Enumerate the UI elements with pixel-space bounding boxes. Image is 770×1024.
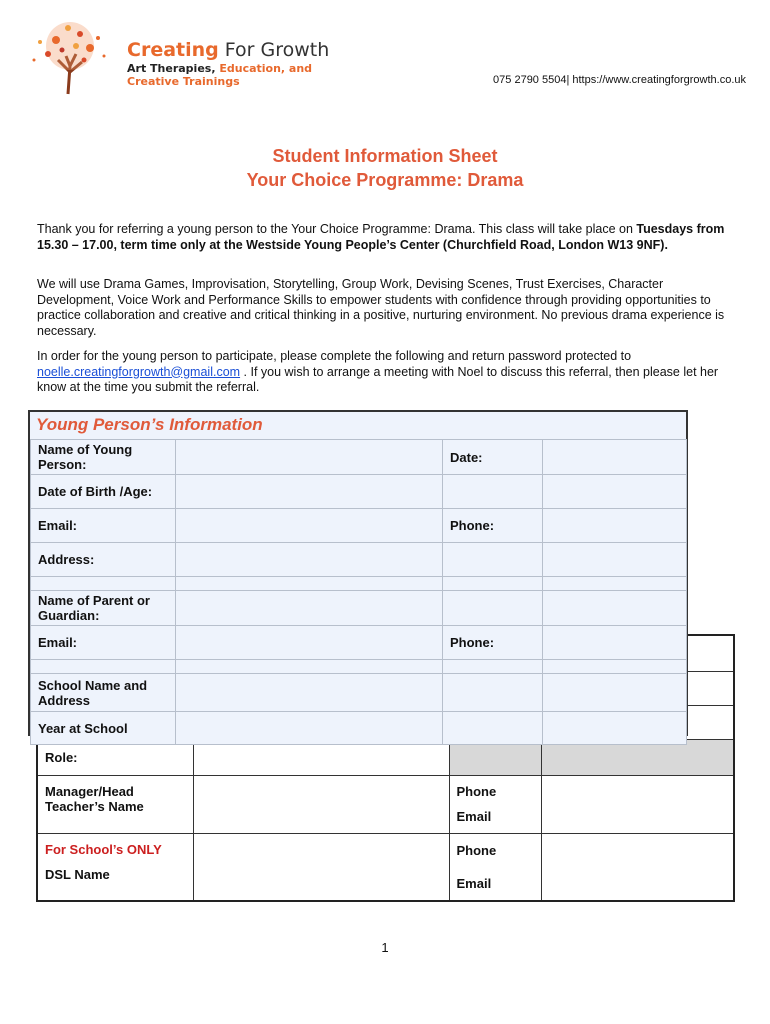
contact-line: 075 2790 5504| https://www.creatingforgrowth.co.uk (493, 74, 746, 86)
blank-cell (443, 543, 543, 577)
date-input[interactable] (543, 440, 687, 475)
intro-paragraph-1 (37, 222, 737, 253)
brand-subtitle-line2: Creative Trainings (127, 75, 240, 88)
email-link[interactable]: noelle.creatingforgrowth@gmail.com (37, 364, 241, 379)
school-input[interactable] (176, 674, 443, 712)
parent-email-label: Email: (31, 626, 176, 660)
manager-contact-labels (449, 775, 541, 833)
manager-phone-label: Phone (456, 784, 497, 799)
brand-sub-part1: Art Therapies, (127, 62, 220, 75)
phone-input[interactable] (543, 509, 687, 543)
young-person-heading: Young Person’s Information (36, 415, 263, 434)
brand-word-creating: Creating (127, 39, 219, 61)
blank-cell (443, 712, 543, 745)
intro-p3-text-a: In order for the young person to participate, please complete the following and return password protected to (37, 349, 632, 363)
intro-p3-text-b: . If you wish to arrange a meeting with Noel to discuss this referral, then please let her know at the time you submit the referral. (37, 364, 719, 394)
title-line1: Student Information Sheet (272, 146, 498, 166)
parent-email-input[interactable] (176, 626, 443, 660)
blank-input[interactable] (543, 543, 687, 577)
young-person-table (30, 439, 687, 745)
address-input-2[interactable] (176, 577, 443, 591)
spacer-cell (31, 577, 176, 591)
intro-paragraph-3 (37, 349, 737, 396)
blank-input[interactable] (543, 674, 687, 712)
spacer-input[interactable] (543, 660, 687, 674)
dsl-contact-labels (449, 833, 541, 901)
brand-subtitle-line1 (127, 62, 329, 75)
role-label: Role: (37, 739, 193, 775)
intro-p1-bold: Tuesdays from 15.30 – 17.00, term time only at the Westside Young People’s Center (Churchfield Road, London W13 9NF). (37, 222, 725, 252)
dsl-name-input[interactable] (193, 833, 449, 901)
spacer-cell (443, 660, 543, 674)
blank-input[interactable] (543, 591, 687, 626)
spacer-input[interactable] (543, 577, 687, 591)
title-line2: Your Choice Programme: Drama (246, 170, 524, 190)
school-only-label: For School’s ONLY (45, 841, 162, 857)
name-input[interactable] (176, 440, 443, 475)
dsl-label-cell (37, 833, 193, 901)
intro-p1-text: Thank you for referring a young person to the Your Choice Programme: Drama. This class will take place on (37, 222, 637, 236)
spacer-cell (31, 660, 176, 674)
intro-paragraph-2: We will use Drama Games, Improvisation, Storytelling, Group Work, Devising Scenes, Trust Exercises, Character Development, Voice Work and Performance Skills to empower students with confidence through providing opportunities to practice collaboration and creative and critical thinking in a positive, nurturing environment. No previous drama experience is necessary. (37, 277, 725, 338)
name-label: Name of Young Person: (31, 440, 176, 475)
parent-phone-label: Phone: (443, 626, 543, 660)
email-input[interactable] (176, 509, 443, 543)
parent-label: Name of Parent or Guardian: (31, 591, 176, 626)
dob-label: Date of Birth /Age: (31, 475, 176, 509)
tree-logo-icon (20, 16, 120, 96)
brand-sub-part2: Education, and (219, 62, 313, 75)
dob-input[interactable] (176, 475, 443, 509)
year-label: Year at School (31, 712, 176, 745)
parent-phone-input[interactable] (543, 626, 687, 660)
dsl-name-label: DSL Name (45, 866, 110, 882)
young-person-panel (28, 410, 688, 736)
blank-cell (443, 591, 543, 626)
parent-input[interactable] (176, 591, 443, 626)
brand-block (127, 38, 329, 88)
manager-name-input[interactable] (193, 775, 449, 833)
year-input[interactable] (176, 712, 443, 745)
brand-title (127, 38, 329, 62)
brand-word-rest: For Growth (218, 39, 330, 61)
dsl-phone-label: Phone (456, 842, 497, 858)
date-label: Date: (443, 440, 543, 475)
dsl-contact-input[interactable] (541, 833, 734, 901)
blank-input[interactable] (543, 475, 687, 509)
school-label: School Name and Address (31, 674, 176, 712)
spacer-input[interactable] (176, 660, 443, 674)
document-title (0, 144, 770, 192)
email-label: Email: (31, 509, 176, 543)
address-input[interactable] (176, 543, 443, 577)
page-number: 1 (381, 940, 389, 955)
phone-label: Phone: (443, 509, 543, 543)
blank-input[interactable] (543, 712, 687, 745)
manager-contact-input[interactable] (541, 775, 734, 833)
spacer-cell (443, 577, 543, 591)
address-label: Address: (31, 543, 176, 577)
blank-cell (443, 674, 543, 712)
blank-cell (443, 475, 543, 509)
manager-label: Manager/Head Teacher’s Name (37, 775, 193, 833)
manager-email-label: Email (456, 809, 492, 824)
dsl-email-label: Email (456, 875, 492, 891)
